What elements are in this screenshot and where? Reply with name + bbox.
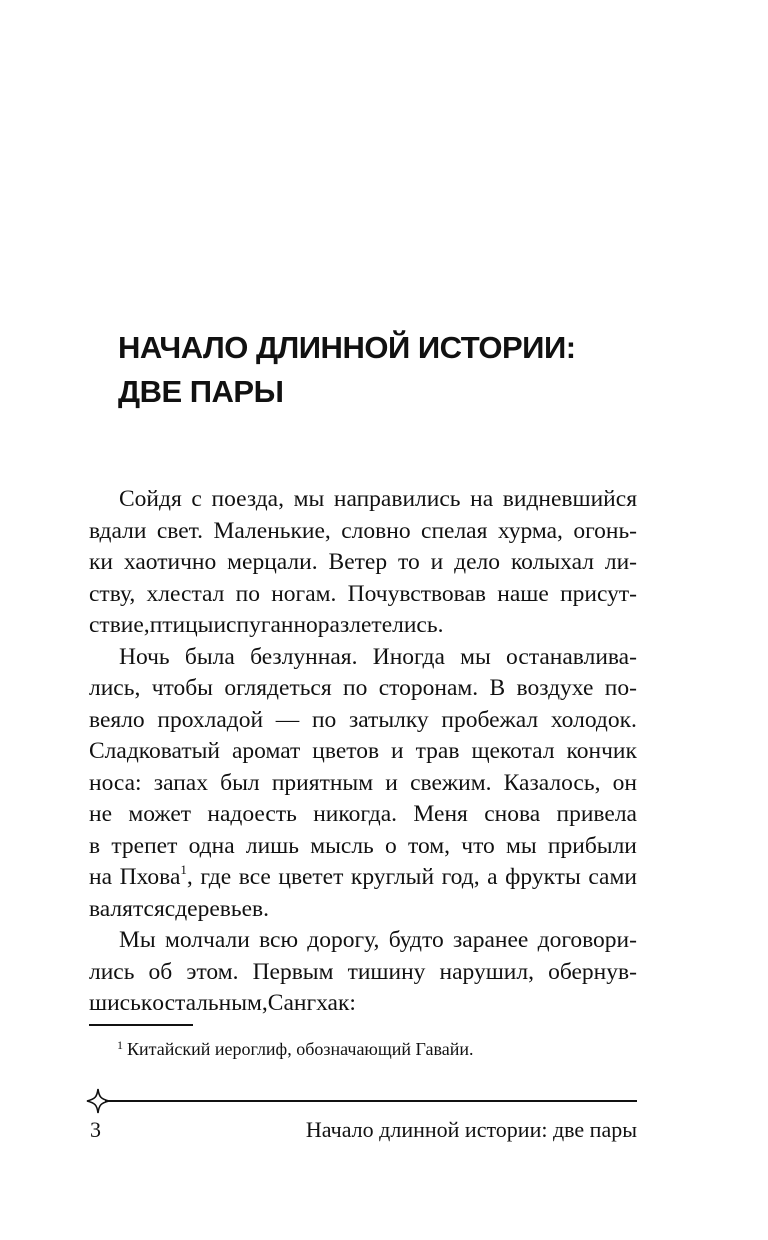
word: Сладковатый	[89, 738, 221, 764]
word: молчали	[164, 927, 250, 953]
word: и	[430, 549, 444, 575]
word: сами	[588, 864, 637, 890]
word: о	[385, 832, 397, 859]
word: деревьев.	[175, 895, 269, 922]
body-text	[89, 484, 637, 1020]
word: том,	[408, 832, 451, 859]
word: не	[89, 801, 113, 827]
word: нарушил,	[439, 958, 534, 985]
word: на	[470, 486, 494, 512]
word: кончик	[566, 738, 637, 764]
word: в	[89, 832, 101, 859]
word: Сойдя	[119, 486, 182, 512]
text-line	[89, 642, 637, 674]
word: трав	[415, 738, 460, 764]
word: носа:	[89, 769, 142, 796]
chapter-title	[118, 326, 678, 414]
word: испуганно	[213, 612, 318, 638]
word: цветов	[312, 738, 380, 764]
word: Казалось,	[503, 769, 601, 796]
word: тишину	[347, 958, 426, 985]
text-line	[89, 831, 637, 863]
word: этом.	[186, 958, 239, 985]
word: присут-	[560, 580, 637, 607]
word: Ночь	[119, 643, 170, 670]
text-line	[89, 894, 637, 926]
word: свет.	[156, 517, 204, 544]
word: обернув-	[548, 958, 637, 985]
word: Маленькие,	[213, 517, 331, 544]
chapter-title-line-2: ДВЕ ПАРЫ	[118, 374, 284, 409]
text-line	[89, 579, 637, 611]
word: цветет	[278, 864, 344, 890]
word: был	[220, 769, 260, 796]
word: шись	[89, 990, 141, 1016]
word: мы	[460, 643, 491, 670]
word: год,	[441, 864, 480, 890]
word: лись	[89, 958, 135, 985]
footnote-reference: 1	[180, 862, 187, 877]
word: наше	[497, 580, 549, 607]
word: птицы	[149, 612, 214, 638]
word: ствие,	[89, 612, 150, 638]
word: круглый	[350, 864, 435, 890]
word: и	[391, 738, 404, 764]
word: дорогу,	[307, 927, 380, 953]
footnote-number: 1	[117, 1038, 123, 1052]
word: огонь-	[573, 517, 637, 544]
word: пробежал	[441, 706, 539, 733]
word: Первым	[252, 958, 334, 985]
word: лишь	[245, 832, 299, 859]
word: одна	[188, 832, 235, 859]
word: а	[487, 864, 498, 890]
word: спелая	[421, 517, 488, 544]
word: трепет	[111, 832, 178, 859]
running-head: Начало длинной истории: две пары	[305, 1117, 637, 1142]
word: снова	[484, 801, 541, 827]
word: остальным,	[152, 990, 268, 1016]
word: Ветер	[328, 549, 388, 575]
word: щекотал	[471, 738, 555, 764]
word: видневшийся	[502, 486, 637, 512]
text-line	[89, 988, 637, 1020]
text-line	[89, 925, 637, 957]
word: лись,	[89, 675, 141, 701]
word: Сангхак:	[267, 990, 356, 1016]
word: что	[461, 832, 495, 859]
word: веяло	[89, 706, 145, 733]
word: вдали	[89, 517, 147, 544]
text-line	[89, 673, 637, 705]
word: прибыли	[547, 832, 637, 859]
footer-divider	[105, 1100, 637, 1102]
word: затылку	[348, 706, 429, 733]
word: хлестал	[146, 580, 225, 607]
word: воздухе	[516, 675, 594, 701]
word: валятся	[89, 895, 165, 922]
word: фрукты	[505, 864, 581, 890]
word: сторонам.	[378, 675, 479, 701]
word: и	[385, 769, 398, 796]
text-line	[89, 516, 637, 548]
word: чтобы	[151, 675, 213, 701]
text-line	[89, 705, 637, 737]
word: была	[184, 643, 235, 670]
word: заранее	[452, 927, 529, 953]
chapter-title-line-1: НАЧАЛО ДЛИННОЙ ИСТОРИИ:	[118, 330, 576, 365]
paragraph	[89, 925, 637, 1020]
word: к	[140, 990, 153, 1016]
word: он	[612, 769, 637, 796]
word: колыхал	[510, 549, 594, 575]
word: холодок.	[550, 706, 637, 733]
word: хурма,	[497, 517, 563, 544]
paragraph	[89, 484, 637, 642]
word: все	[238, 864, 271, 890]
word: Иногда	[372, 643, 445, 670]
text-line	[89, 799, 637, 831]
word: приятным	[271, 769, 374, 796]
word: по	[311, 706, 337, 733]
word: мы	[506, 832, 537, 859]
word: направились	[333, 486, 461, 512]
word: по	[235, 580, 260, 607]
text-line	[89, 862, 637, 894]
word: по	[343, 675, 368, 701]
word: с	[191, 486, 202, 512]
footnote-text: Китайский иероглиф, обозначающий Гавайи.	[127, 1039, 474, 1059]
word: Меня	[413, 801, 468, 827]
word: словно	[341, 517, 411, 544]
word: будто	[388, 927, 444, 953]
word: поезда,	[211, 486, 284, 512]
word: всю	[259, 927, 299, 953]
word: останавлива-	[506, 643, 637, 670]
word: никогда.	[313, 801, 398, 827]
word: мысль	[310, 832, 374, 859]
word: ки	[89, 549, 113, 575]
word: —	[275, 706, 300, 733]
word: привела	[556, 801, 637, 827]
word: Мы	[119, 927, 156, 953]
word: оглядеться	[224, 675, 332, 701]
word: надоесть	[207, 801, 297, 827]
word: хаотично	[123, 549, 217, 575]
word: аромат	[232, 738, 301, 764]
word: мы	[293, 486, 325, 512]
word: мерцали.	[227, 549, 318, 575]
footnote	[117, 1038, 473, 1062]
paragraph	[89, 642, 637, 926]
word: ногам.	[271, 580, 337, 607]
word: по-	[604, 675, 637, 701]
text-line	[89, 484, 637, 516]
text-line	[89, 610, 637, 642]
footnote-divider	[89, 1024, 193, 1026]
text-line	[89, 736, 637, 768]
word: прохладой	[157, 706, 264, 733]
text-line	[89, 547, 637, 579]
word: с	[164, 895, 176, 922]
text-line	[89, 957, 637, 989]
page-number: 3	[90, 1117, 101, 1142]
word: ству,	[89, 580, 136, 607]
word: Пхова$^1$,	[119, 862, 193, 890]
word: об	[148, 958, 173, 985]
word: может	[128, 801, 192, 827]
word: В	[489, 675, 506, 701]
word: где	[200, 864, 232, 890]
word: договори-	[537, 927, 637, 953]
word: то	[398, 549, 420, 575]
word: запах	[153, 769, 208, 796]
word: ли-	[604, 549, 637, 575]
word: безлунная.	[250, 643, 358, 670]
word: на	[89, 864, 113, 890]
word: Почувствовав	[347, 580, 486, 607]
word: дело	[454, 549, 501, 575]
word: разлетелись.	[317, 612, 444, 638]
text-line	[89, 768, 637, 800]
word: свежим.	[410, 769, 492, 796]
